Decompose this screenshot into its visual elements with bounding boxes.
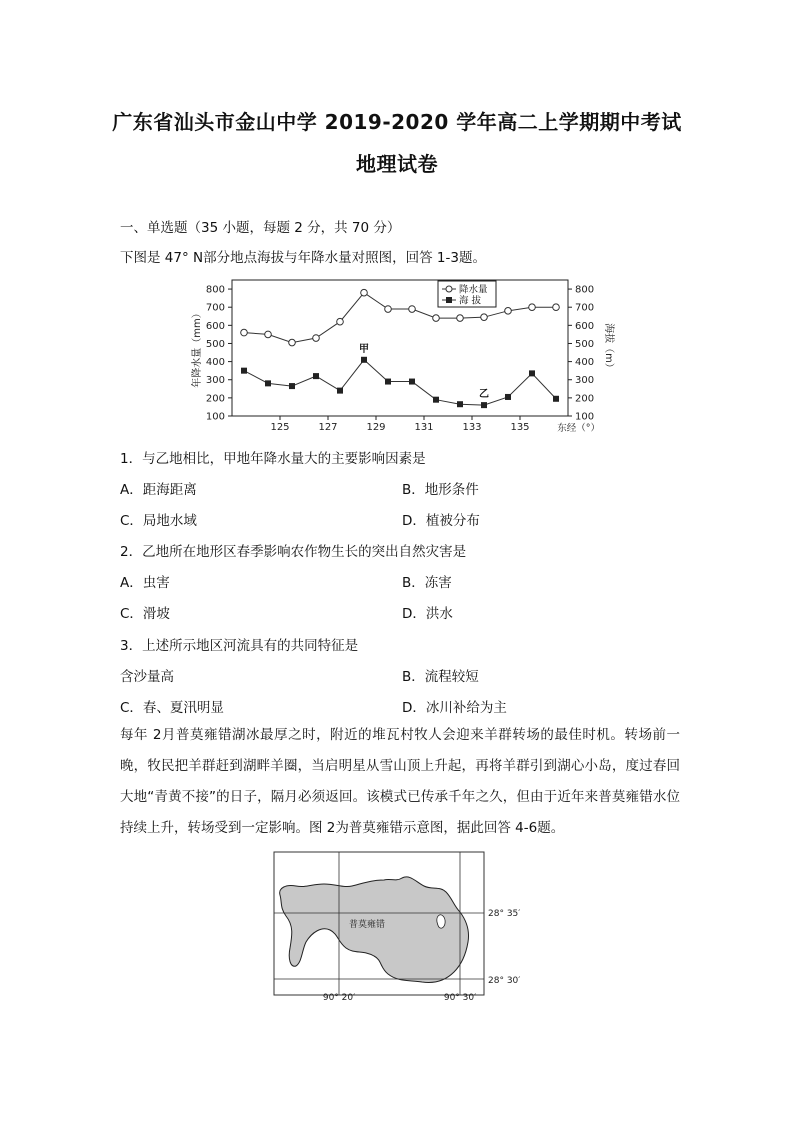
precipitation-point	[385, 306, 392, 313]
y-right-tick-label: 400	[575, 357, 595, 369]
question-intro-1-3: 下图是 47° N部分地点海拔与年降水量对照图，回答 1-3题。	[120, 250, 486, 266]
lake-island	[437, 915, 445, 928]
y-left-tick-label: 200	[205, 393, 225, 405]
section-heading: 一、单选题（35 小题，每题 2 分，共 70 分）	[120, 220, 401, 236]
elevation-point	[361, 357, 367, 363]
y-right-tick-label: 100	[575, 411, 595, 423]
elevation-point	[433, 397, 439, 403]
precipitation-point	[529, 304, 536, 311]
precipitation-point	[313, 335, 320, 342]
x-axis-title: 东经（°）	[557, 423, 600, 434]
x-tick-label: 129	[366, 422, 386, 433]
question-3-option-d[interactable]: D．冰川补给为主	[402, 700, 507, 716]
y-left-tick-label: 300	[205, 375, 225, 387]
question-3-option-c[interactable]: C．春、夏汛明显	[120, 700, 224, 716]
page-title-line2: 地理试卷	[356, 152, 438, 176]
x-tick-label: 133	[462, 422, 482, 433]
x-tick-label: 127	[318, 422, 338, 433]
precipitation-point	[265, 331, 272, 338]
x-tick-label: 131	[414, 422, 434, 433]
precipitation-point	[409, 306, 416, 313]
question-2-option-b[interactable]: B．冻害	[402, 575, 452, 591]
y-left-tick-label: 100	[205, 411, 225, 423]
question-2-option-d[interactable]: D．洪水	[402, 606, 453, 622]
x-tick-label: 125	[270, 422, 290, 433]
elevation-point	[529, 370, 535, 376]
elevation-point	[457, 401, 463, 407]
elevation-point	[289, 383, 295, 389]
plot-frame	[232, 280, 568, 416]
question-1-option-b[interactable]: B．地形条件	[402, 482, 479, 498]
y-right-tick-label: 600	[575, 320, 595, 332]
question-1-option-d[interactable]: D．植被分布	[402, 513, 480, 529]
legend-marker-elevation	[446, 297, 452, 303]
y-right-axis-title: 海拔（m）	[603, 323, 614, 373]
y-left-tick-label: 400	[205, 357, 225, 369]
lake-name-label: 普莫雍错	[348, 920, 386, 930]
y-right-tick-label: 300	[575, 375, 595, 387]
question-2-stem: 2．乙地所在地形区春季影响农作物生长的突出自然灾害是	[120, 544, 467, 560]
precipitation-point	[457, 315, 464, 322]
legend-label-precipitation: 降水量	[459, 284, 488, 296]
y-right-tick-label: 700	[575, 302, 595, 314]
legend-marker-precipitation	[446, 286, 452, 292]
passage-4-6: 每年 2月普莫雍错湖冰最厚之时，附近的堆瓦村牧人会迎来羊群转场的最佳时机。转场前一晚，牧民把羊群赶到湖畔羊圈，当启明星从雪山顶上升起，再将羊群引到湖心小岛，度过春回大地“青黄不接”的日子，隔月必须返回。该模式已传承千年之久，但由于近年来普莫雍错水位持续上升，转场受到一定影响。图 2为普莫雍错示意图，据此回答 4-6题。	[120, 727, 680, 836]
elevation-point	[409, 379, 415, 385]
point-annotation: 甲	[359, 343, 369, 355]
elevation-point	[385, 379, 391, 385]
question-2-option-c[interactable]: C．滑坡	[120, 606, 170, 622]
x-tick-label: 135	[510, 422, 530, 433]
precipitation-point	[505, 308, 512, 315]
y-left-tick-label: 800	[205, 284, 225, 296]
question-3-option-a[interactable]: 含沙量高	[120, 669, 174, 685]
question-3-option-b[interactable]: B．流程较短	[402, 669, 479, 685]
y-right-tick-label: 800	[575, 284, 595, 296]
latitude-top-label: 28° 35′	[488, 909, 521, 919]
precipitation-point	[337, 318, 344, 325]
elevation-point	[553, 396, 559, 402]
precipitation-point	[361, 289, 368, 296]
precipitation-point	[481, 314, 488, 321]
question-2-option-a[interactable]: A．虫害	[120, 575, 170, 591]
elevation-precipitation-chart	[170, 276, 614, 438]
latitude-bottom-label: 28° 30′	[488, 976, 521, 986]
precipitation-point	[553, 304, 560, 311]
y-left-axis-title: 年降水量（mm）	[192, 308, 203, 388]
y-right-tick-label: 500	[575, 338, 595, 350]
y-left-tick-label: 600	[205, 320, 225, 332]
precipitation-point	[289, 339, 296, 346]
elevation-point	[265, 380, 271, 386]
question-1-option-c[interactable]: C．局地水域	[120, 513, 197, 529]
question-1-option-a[interactable]: A．距海距离	[120, 482, 197, 498]
longitude-left-label: 90° 20′	[322, 993, 356, 1003]
question-3-stem: 3．上述所示地区河流具有的共同特征是	[120, 638, 359, 654]
point-annotation: 乙	[479, 389, 489, 401]
elevation-point	[241, 368, 247, 374]
elevation-point	[505, 394, 511, 400]
elevation-point	[313, 373, 319, 379]
precipitation-point	[241, 329, 248, 336]
legend-label-elevation: 海 拔	[459, 295, 482, 307]
question-1-stem: 1．与乙地相比，甲地年降水量大的主要影响因素是	[120, 451, 426, 467]
y-left-tick-label: 700	[205, 302, 225, 314]
elevation-point	[337, 388, 343, 394]
y-right-tick-label: 200	[575, 393, 595, 405]
y-left-tick-label: 500	[205, 338, 225, 350]
precipitation-point	[433, 315, 440, 322]
series-line-precipitation	[244, 293, 556, 343]
page-title-line1: 广东省汕头市金山中学 2019-2020 学年高二上学期期中考试	[112, 110, 682, 134]
longitude-right-label: 90° 30′	[443, 993, 477, 1003]
lake-map	[272, 850, 534, 1003]
elevation-point	[481, 402, 487, 408]
